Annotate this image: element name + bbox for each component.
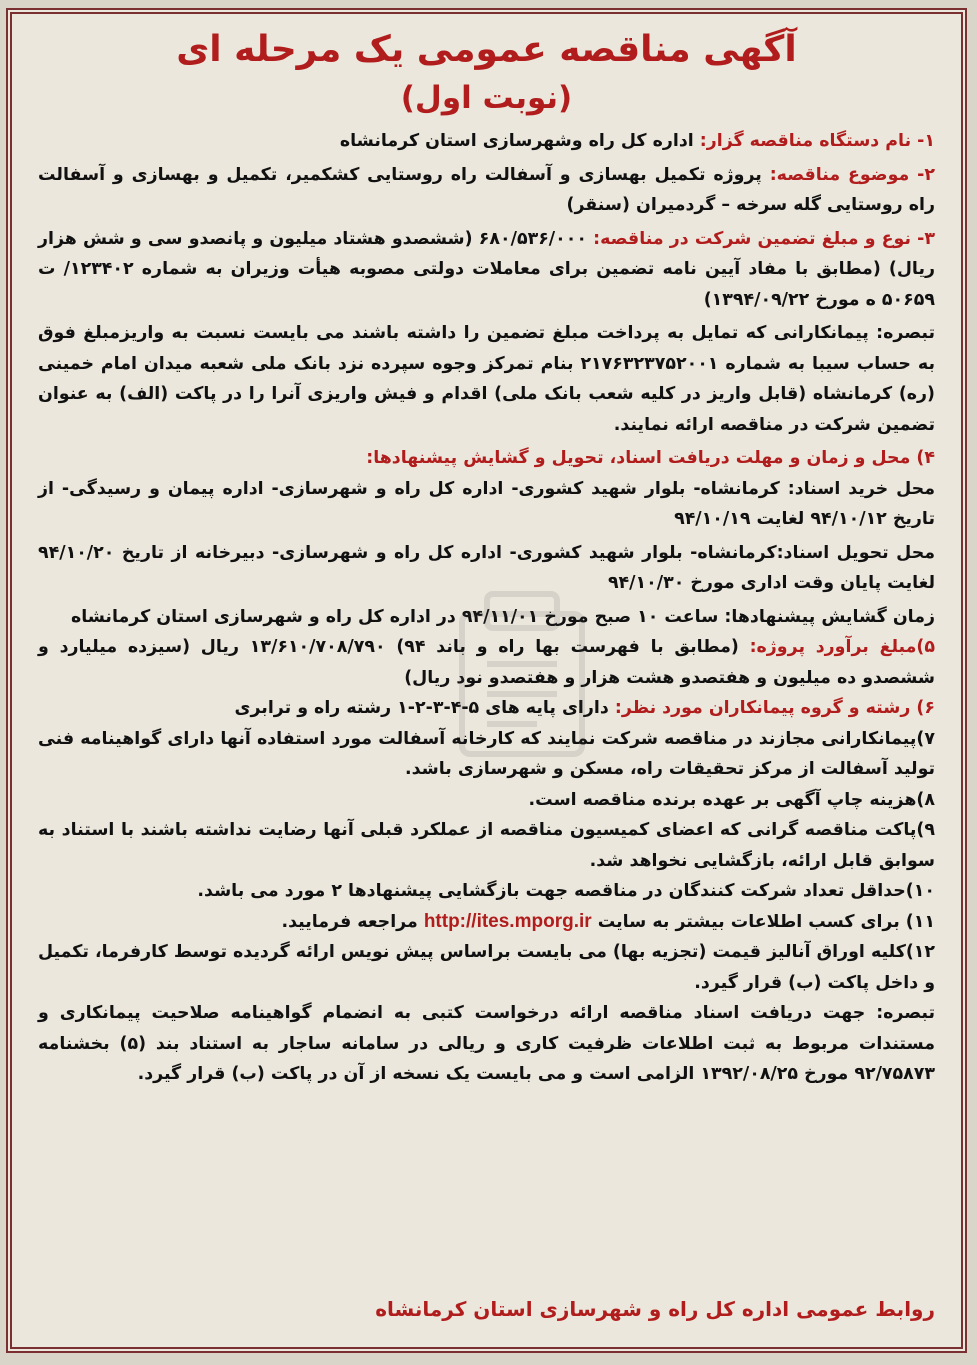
item-10: ۱۰)حداقل تعداد شرکت کنندگان در مناقصه جهت بازگشایی پیشنهادها ۲ مورد می باشد. — [197, 881, 935, 901]
item-1 — [38, 126, 935, 157]
item-7: ۷)پیمانکارانی مجازند در مناقصه شرکت نمایند که کارخانه آسفالت مورد استفاده آنها دارای گواهینامه فنی تولید آسفالت از مرکز تحقیقات راه، مسکن و شهرسازی باشد. — [38, 728, 935, 779]
tender-notice — [6, 8, 967, 1353]
item-4-delivery: محل تحویل اسناد:کرمانشاه- بلوار شهید کشوری- اداره کل راه و شهرسازی- دبیرخانه از تاریخ ۹۴/۱۰/۲۰ لغایت پایان وقت اداری مورخ ۹۴/۱۰/۳۰ — [38, 542, 935, 593]
item-3-label: ۳- نوع و مبلغ تضمین شرکت در مناقصه: — [593, 228, 935, 249]
note-1: تبصره: پیمانکارانی که تمایل به پرداخت مبلغ تضمین را داشته باشند می بایست نسبت به واریزمبلغ فوق به حساب سیبا به شماره ۲۱۷۶۳۲۳۷۵۲۰۰۱ بنام تمرکز وجوه سپرده نزد بانک ملی شعبه میدان امام خمینی (ره) کرمانشاه (قابل واریز در کلیه شعب بانک ملی) اقدام و فیش واریزی آنرا را در پاکت (الف) به عنوان تضمین شرکت در مناقصه ارائه نمایند. — [38, 323, 935, 435]
item-3 — [38, 224, 935, 316]
footer-signature: روابط عمومی اداره کل راه و شهرسازی استان کرمانشاه — [375, 1297, 935, 1321]
item-1-label: ۱- نام دستگاه مناقصه گزار: — [699, 131, 935, 151]
item-4-label: ۴) محل و زمان و مهلت دریافت اسناد، تحویل و گشایش پیشنهادها: — [366, 448, 935, 468]
item-2-label: ۲- موضوع مناقصه: — [769, 164, 935, 185]
item-4-opening: زمان گشایش پیشنهادها: ساعت ۱۰ صبح مورخ ۹۴/۱۱/۰۱ در اداره کل راه و شهرسازی استان کرمانشاه — [70, 606, 935, 627]
item-12: ۱۲)کلیه اوراق آنالیز قیمت (تجزیه بها) می بایست براساس پیش نویس ارائه گردیده توسط کارفرما، تکمیل و داخل پاکت (ب) قرار گیرد. — [38, 942, 935, 993]
item-2-text: پروژه تکمیل بهسازی و آسفالت راه روستایی کشکمیر، تکمیل و بهسازی و آسفالت راه روستایی گله سرخه – گردمیران (سنقر) — [38, 164, 935, 215]
item-11-post: مراجعه فرمایید. — [281, 911, 424, 932]
website-link[interactable]: http://ites.mporg.ir — [423, 910, 592, 932]
item-5-label: ۵)مبلغ برآورد پروژه: — [749, 637, 935, 657]
item-11-pre: ۱۱) برای کسب اطلاعات بیشتر به سایت — [591, 911, 935, 932]
item-11 — [38, 907, 935, 938]
notice-subtitle: (نوبت اول) — [400, 80, 573, 116]
note-2: تبصره: جهت دریافت اسناد مناقصه ارائه درخواست کتبی به انضمام گواهینامه صلاحیت پیمانکاری و مستندات مربوط به ثبت اطلاعات ظرفیت کاری و ریالی در سامانه ساجار به استناد بند (۵) بخشنامه ۹۲/۷۵۸۷۳ مورخ ۱۳۹۲/۰۸/۲۵ الزامی است و می بایست یک نسخه از آن در پاکت (ب) قرار گیرد. — [38, 1003, 935, 1084]
item-9: ۹)پاکت مناقصه گرانی که اعضای کمیسیون مناقصه از عملکرد قبلی آنها رضایت نداشته باشند با استناد به سوابق قابل ارائه، بازگشایی نخواهد شد. — [38, 820, 935, 871]
item-5-text: (مطابق با فهرست بها راه و باند ۹۴) ۱۳/۶۱۰/۷۰۸/۷۹۰ ریال (سیزده میلیارد و ششصدو ده میلیون و هفتصدو هشت هزار و هفتصدو نود ریال) — [38, 637, 935, 688]
item-6 — [38, 693, 935, 724]
item-5 — [38, 632, 935, 693]
item-8: ۸)هزینه چاپ آگهی بر عهده برنده مناقصه است. — [528, 789, 935, 810]
item-6-label: ۶) رشته و گروه پیمانکاران مورد نظر: — [614, 698, 935, 718]
item-3-text: ۶۸۰/۵۳۶/۰۰۰ (ششصدو هشتاد میلیون و پانصدو سی و شش هزار ریال) (مطابق با مفاد آیین نامه تضمین برای معاملات دولتی مصوبه هیأت وزیران به شماره ۱۲۳۴۰۲/ ت ۵۰۶۵۹ ه مورخ ۱۳۹۴/۰۹/۲۲) — [38, 228, 936, 310]
item-6-text: دارای پایه های ۵-۴-۳-۲-۱ رشته راه و ترابری — [234, 698, 615, 718]
notice-title: آگهی مناقصه عمومی یک مرحله ای — [176, 29, 797, 70]
item-4-purchase: محل خرید اسناد: کرمانشاه- بلوار شهید کشوری- اداره کل راه و شهرسازی- اداره پیمان و رسیدگی- از تاریخ ۹۴/۱۰/۱۲ لغایت ۹۴/۱۰/۱۹ — [38, 478, 935, 529]
item-2 — [38, 160, 935, 221]
item-1-text: اداره کل راه وشهرسازی استان کرمانشاه — [339, 131, 700, 151]
